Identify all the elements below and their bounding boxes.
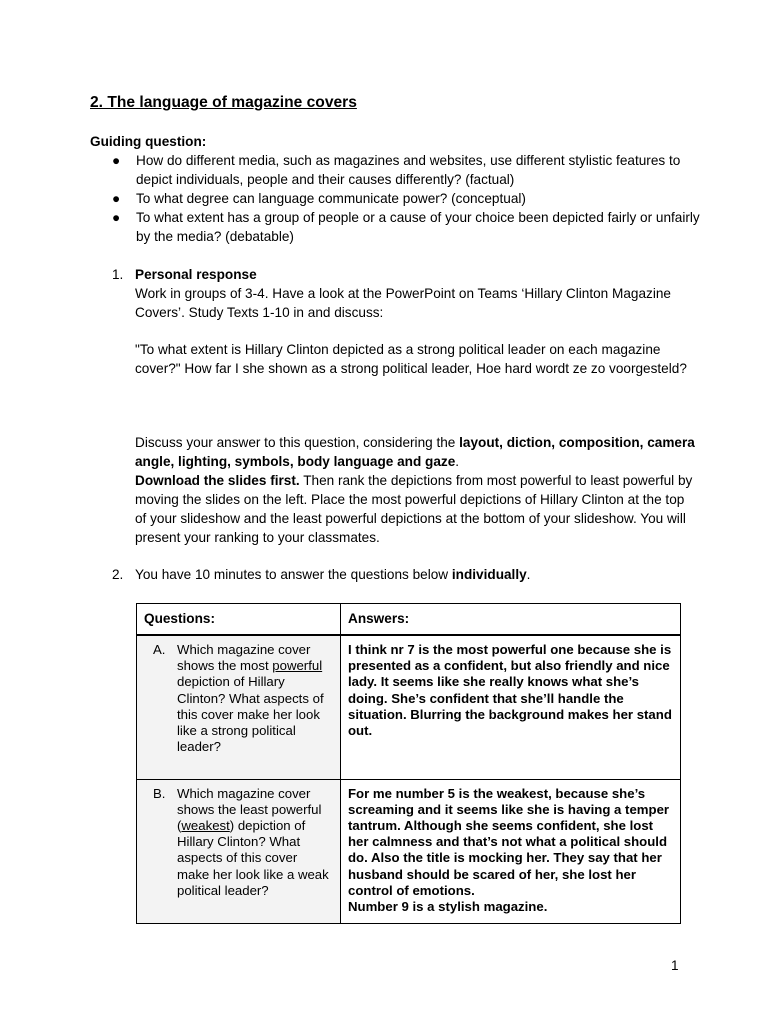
download-instruction: Download the slides first.: [135, 473, 300, 488]
item-1-intro: Work in groups of 3-4. Have a look at the PowerPoint on Teams ‘Hillary Clinton Magazine Covers’. Study Texts 1-10 in and discuss:: [135, 286, 671, 320]
table-header-row: [137, 604, 681, 636]
list-item: ● How do different media, such as magazines and websites, use different stylistic features to depict individuals, people and their causes differently? (factual): [112, 153, 681, 187]
questions-table: [136, 603, 681, 924]
item-1-block: [135, 265, 695, 322]
personal-response-title: Personal response: [135, 267, 257, 282]
list-item: ● To what extent has a group of people or a cause of your choice been depicted fairly or unfairly by the media? (debatable): [112, 210, 700, 244]
table-row: [137, 635, 681, 779]
questions-header: Questions:: [137, 604, 341, 636]
answer-cell[interactable]: For me number 5 is the weakest, because she’s screaming and it seems like she is having a temper tantrum. Although she seems confident, she lost her calmness and that’s not what a political should do. Also the title is mocking her. They say that her husband should be scared of her, she lost her control of emotions. Number 9 is a stylish magazine.: [341, 779, 681, 923]
answer-cell[interactable]: I think nr 7 is the most powerful one because she is presented as a confident, but also friendly and nice lady. It seems like she really knows what she’s doing. She’s confident that she’ll handle the situation. Blurring the background makes her stand out.: [341, 635, 681, 779]
bullet-icon: ●: [112, 191, 121, 206]
question-cell: B. Which magazine cover shows the least powerful (weakest) depiction of Hillary Clinton? What aspects of this cover make her look like a weak political leader?: [137, 779, 341, 923]
question-letter: B.: [153, 785, 166, 801]
page-number: 1: [671, 958, 679, 973]
question-cell: A. Which magazine cover shows the most powerful depiction of Hillary Clinton? What aspects of this cover make her look like a strong political leader?: [137, 635, 341, 779]
guiding-question-list: [112, 151, 712, 246]
table-row: [137, 779, 681, 923]
bullet-icon: ●: [112, 153, 121, 168]
answers-header: Answers:: [341, 604, 681, 636]
discussion-instructions: Discuss your answer to this question, considering the layout, diction, composition, camera angle, lighting, symbols, body language and gaze. Download the slides first. Then rank the depictions from most powerful to least powerful by moving the slides on the left. Place the most powerful depictions of Hillary Clinton at the top of your slideshow and the least powerful depictions at the bottom of your slideshow. You will present your ranking to your classmates.: [135, 435, 695, 545]
item-2-number: 2.: [112, 567, 124, 582]
question-letter: A.: [153, 642, 166, 657]
guiding-question-label: Guiding question:: [90, 134, 207, 149]
item-1-number: 1.: [112, 267, 124, 282]
discussion-quote: "To what extent is Hillary Clinton depicted as a strong political leader on each magazine cover?" How far I she shown as a strong political leader, Hoe hard wordt ze zo voorgesteld?: [135, 342, 687, 376]
list-item: ● To what degree can language communicate power? (conceptual): [112, 191, 526, 206]
page-title: 2. The language of magazine covers: [90, 94, 357, 111]
item-2-text: You have 10 minutes to answer the questions below individually.: [135, 567, 531, 582]
bullet-icon: ●: [112, 210, 121, 225]
